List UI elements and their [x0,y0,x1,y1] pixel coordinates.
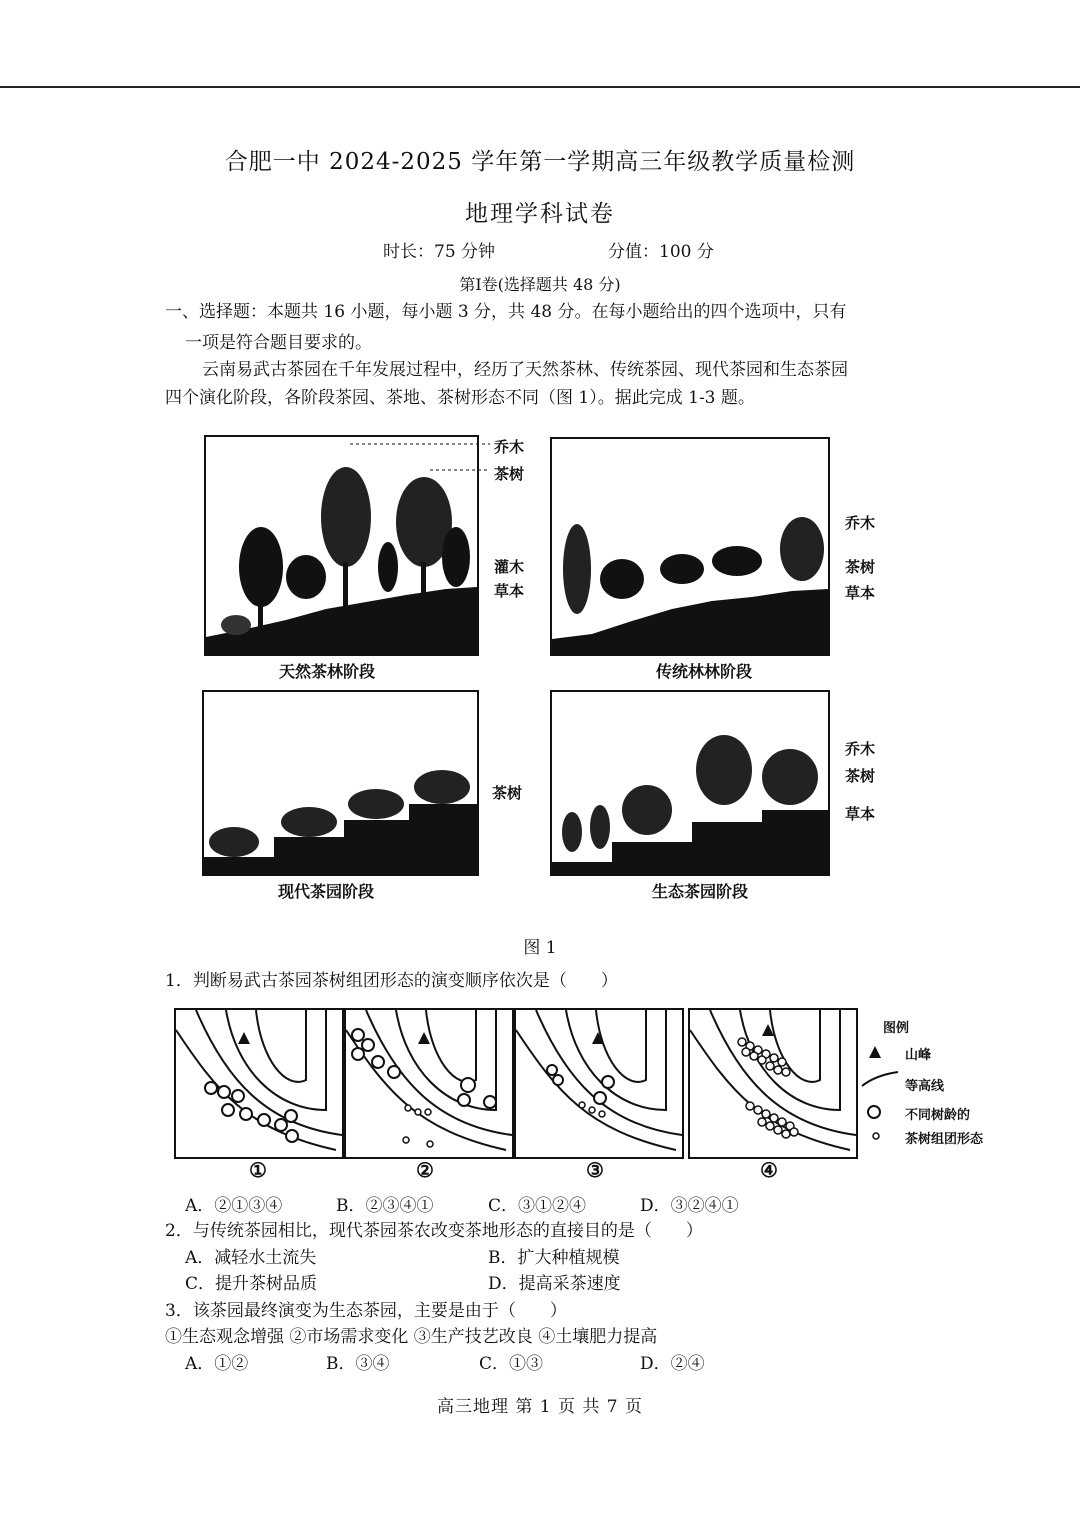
panel-ecological-garden [550,690,830,876]
q2-option-b[interactable]: B．扩大种植规模 [488,1248,620,1268]
modern-garden-illustration [204,692,477,874]
exam-score: 分值：100 分 [608,242,714,262]
instructions-line2: 一项是符合题目要求的。 [185,333,372,353]
label-herb-4: 草本 [845,805,876,823]
question-2-stem: 2．与传统茶园相比，现代茶园茶农改变茶地形态的直接目的是（ ） [165,1221,703,1241]
q1-option-b[interactable]: B．②③④① [336,1196,434,1216]
page-footer: 高三地理 第 1 页 共 7 页 [436,1397,644,1417]
q1-option-c[interactable]: C．③①②④ [488,1196,587,1216]
contour-legend-icon [860,1068,900,1088]
legend-group-line2: 茶树组团形态 [905,1132,984,1147]
panel-modern-garden [202,690,479,876]
q2-option-c[interactable]: C．提升茶树品质 [185,1274,318,1294]
caption-ecological-garden: 生态茶园阶段 [652,882,749,901]
q3-option-c[interactable]: C．①③ [479,1354,544,1374]
question-3-choices: ①生态观念增强 ②市场需求变化 ③生产技艺改良 ④土壤肥力提高 [165,1327,658,1347]
q3-option-b[interactable]: B．③④ [326,1354,390,1374]
legend-peak: 山峰 [905,1048,932,1063]
question-3-stem: 3．该茶园最终演变为生态茶园，主要是由于（ ） [165,1301,567,1321]
top-rule [0,86,1080,88]
contour-map-2 [344,1008,514,1159]
figure-caption: 图 1 [523,938,557,958]
section-heading: 第Ⅰ卷(选择题共 48 分) [459,275,621,294]
map-number-2: ② [416,1158,434,1182]
contour-map-3 [514,1008,684,1159]
exam-duration: 时长：75 分钟 [383,242,496,262]
label-tall-tree-4: 乔木 [845,740,876,758]
caption-traditional-garden: 传统林林阶段 [656,662,753,681]
map-number-4: ④ [760,1158,778,1182]
label-tea-tree-4: 茶树 [845,767,876,785]
label-tea-tree-3: 茶树 [492,784,523,802]
q3-option-a[interactable]: A．①② [185,1354,249,1374]
contour-map-1 [174,1008,344,1159]
contour-map-4 [688,1008,858,1159]
instructions-line1: 一、选择题：本题共 16 小题，每小题 3 分，共 48 分。在每小题给出的四个选项中，只有 [165,302,847,322]
label-tall-tree-1: 乔木 [494,438,525,456]
label-herb-2: 草本 [845,584,876,602]
peak-legend-icon [868,1045,882,1059]
map-number-1: ① [249,1158,267,1182]
passage-line2: 四个演化阶段，各阶段茶园、茶地、茶树形态不同（图 1）。据此完成 1-3 题。 [165,388,755,408]
tea-group-legend-icon [866,1104,886,1144]
traditional-garden-illustration [552,439,828,654]
label-tea-tree-2: 茶树 [845,558,876,576]
label-herb-1: 草本 [494,582,525,600]
label-shrub-1: 灌木 [494,558,525,576]
exam-subtitle: 地理学科试卷 [465,201,615,227]
q2-option-a[interactable]: A．减轻水土流失 [185,1248,317,1268]
q2-option-d[interactable]: D．提高采茶速度 [488,1274,621,1294]
q1-option-d[interactable]: D．③②④① [640,1196,739,1216]
panel-traditional-garden [550,437,830,656]
leader-lines-1 [350,440,495,480]
q3-option-d[interactable]: D．②④ [640,1354,705,1374]
caption-natural-forest: 天然茶林阶段 [279,662,376,681]
label-tea-tree-1: 茶树 [494,465,525,483]
map-number-3: ③ [586,1158,604,1182]
passage-line1: 云南易武古茶园在千年发展过程中，经历了天然茶林、传统茶园、现代茶园和生态茶园 [202,360,848,380]
q1-option-a[interactable]: A．②①③④ [185,1196,283,1216]
exam-title: 合肥一中 2024-2025 学年第一学期高三年级教学质量检测 [224,149,856,175]
label-tall-tree-2: 乔木 [845,514,876,532]
legend-group-line1: 不同树龄的 [905,1108,971,1123]
ecological-garden-illustration [552,692,828,874]
question-1-stem: 1．判断易武古茶园茶树组团形态的演变顺序依次是（ ） [165,971,618,991]
legend-title: 图例 [883,1021,910,1036]
caption-modern-garden: 现代茶园阶段 [278,882,375,901]
legend-contour: 等高线 [905,1079,945,1094]
